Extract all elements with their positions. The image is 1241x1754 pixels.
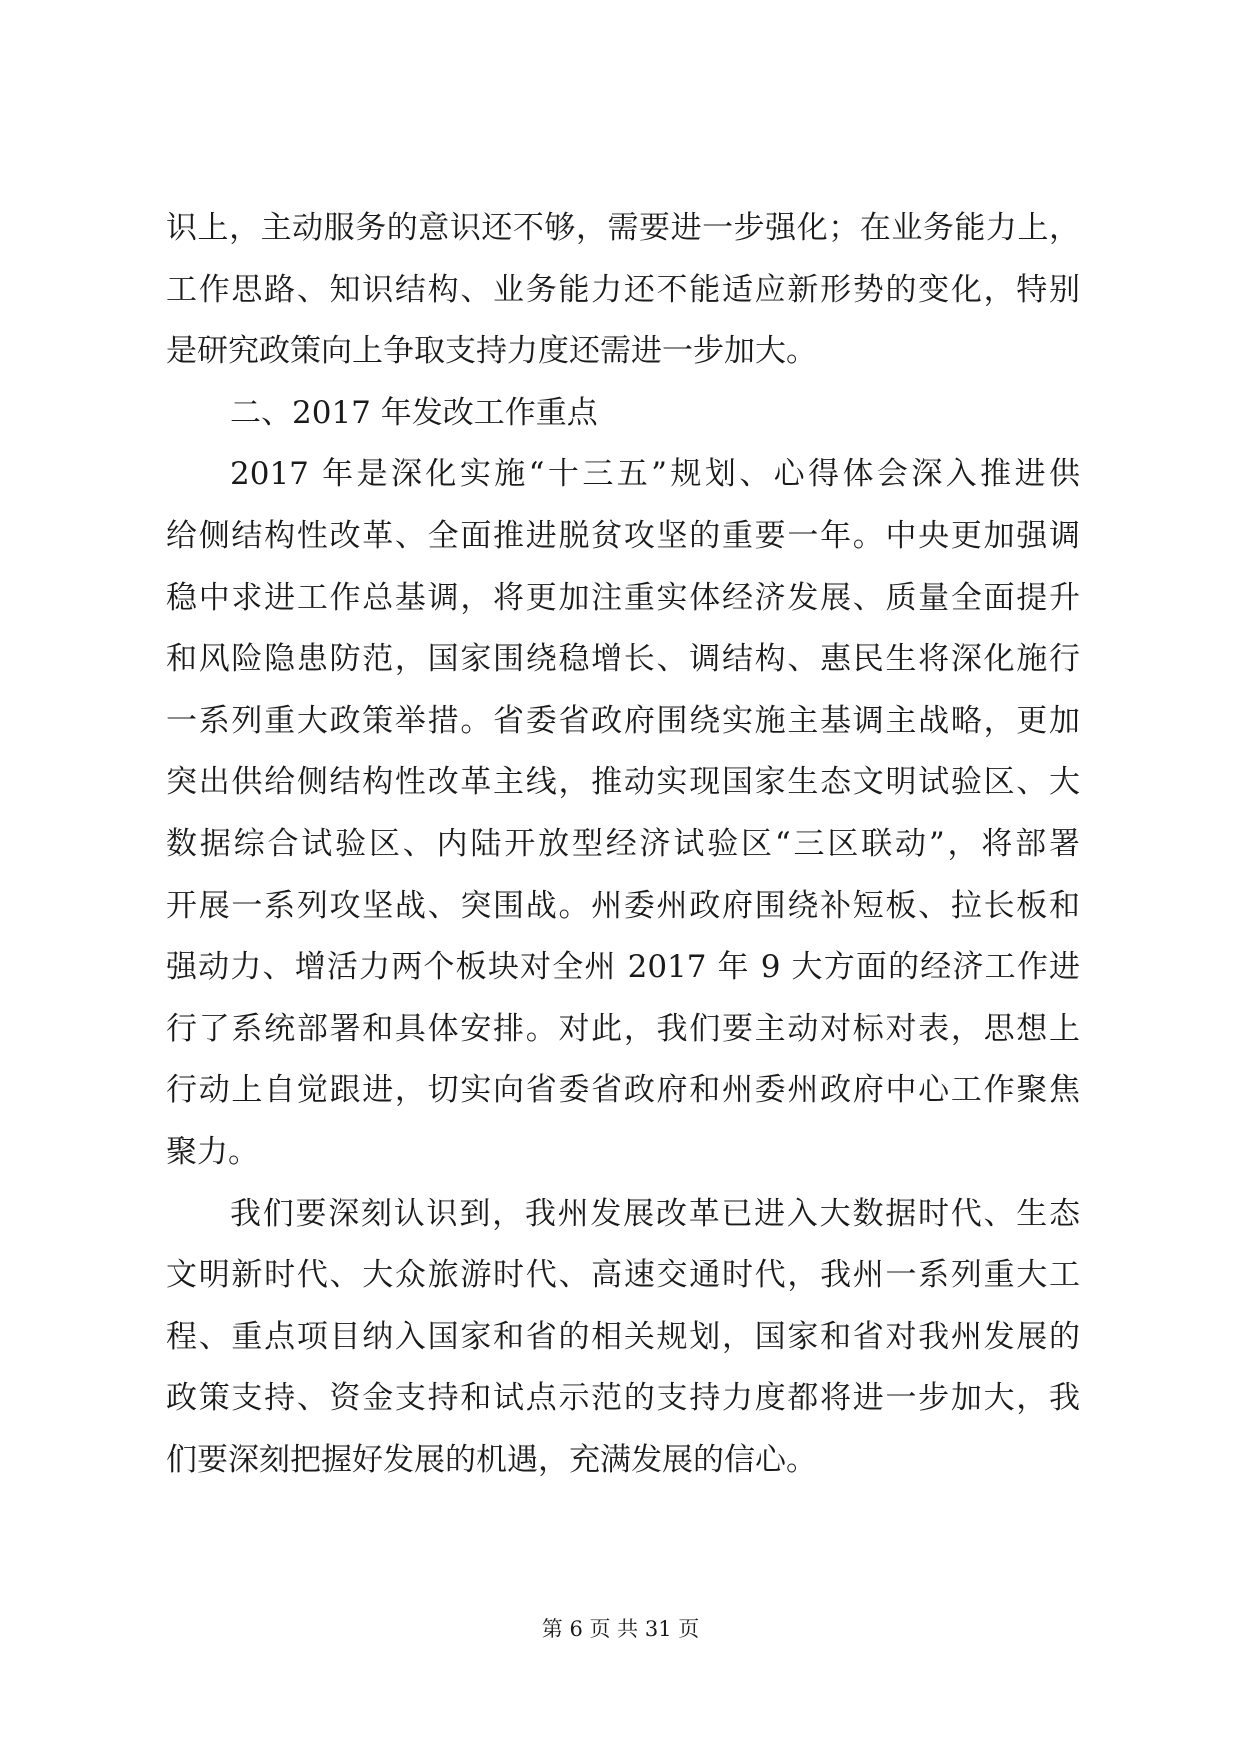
heading-text: 二、2017 年发改工作重点: [230, 394, 598, 431]
page-number: 第 6 页 共 31 页: [541, 1617, 700, 1641]
text-line: 稳中求进工作总基调，将更加注重实体经济发展、质量全面提升: [166, 579, 1080, 616]
text-line: 开展一系列攻坚战、突围战。州委州政府围绕补短板、拉长板和: [166, 887, 1080, 924]
section-heading: [166, 383, 1080, 445]
text-line: 2017 年是深化实施“十三五”规划、心得体会深入推进供: [230, 456, 1080, 493]
text-line: 是研究政策向上争取支持力度还需进一步加大。: [166, 333, 817, 370]
text-line: 行了系统部署和具体安排。对此，我们要主动对标对表，思想上: [166, 1010, 1080, 1047]
text-line: 们要深刻把握好发展的机遇，充满发展的信心。: [166, 1441, 817, 1478]
text-line: 数据综合试验区、内陆开放型经济试验区“三区联动”，将部署: [166, 825, 1080, 862]
text-line: 强动力、增活力两个板块对全州 2017 年 9 大方面的经济工作进: [166, 949, 1080, 986]
text-line: 突出供给侧结构性改革主线，推动实现国家生态文明试验区、大: [166, 764, 1080, 801]
paragraph-1: [166, 198, 1080, 383]
paragraph-4: [166, 1184, 1080, 1492]
text-line: 政策支持、资金支持和试点示范的支持力度都将进一步加大，我: [166, 1380, 1080, 1417]
text-line: 程、重点项目纳入国家和省的相关规划，国家和省对我州发展的: [166, 1318, 1080, 1355]
document-body: [166, 198, 1080, 1491]
text-line: 文明新时代、大众旅游时代、高速交通时代，我州一系列重大工: [166, 1257, 1080, 1294]
paragraph-3: [166, 444, 1080, 1183]
text-line: 识上，主动服务的意识还不够，需要进一步强化；在业务能力上，: [166, 210, 1080, 246]
text-line: 聚力。: [166, 1133, 259, 1170]
text-line: 一系列重大政策举措。省委省政府围绕实施主基调主战略，更加: [166, 702, 1080, 739]
page-footer: [0, 1614, 1241, 1644]
text-line: 和风险隐患防范，国家围绕稳增长、调结构、惠民生将深化施行: [166, 641, 1080, 678]
text-line: 我们要深刻认识到，我州发展改革已进入大数据时代、生态: [230, 1195, 1080, 1232]
text-line: 给侧结构性改革、全面推进脱贫攻坚的重要一年。中央更加强调: [166, 517, 1080, 554]
text-line: 行动上自觉跟进，切实向省委省政府和州委州政府中心工作聚焦: [166, 1072, 1080, 1109]
text-line: 工作思路、知识结构、业务能力还不能适应新形势的变化，特别: [166, 271, 1080, 308]
